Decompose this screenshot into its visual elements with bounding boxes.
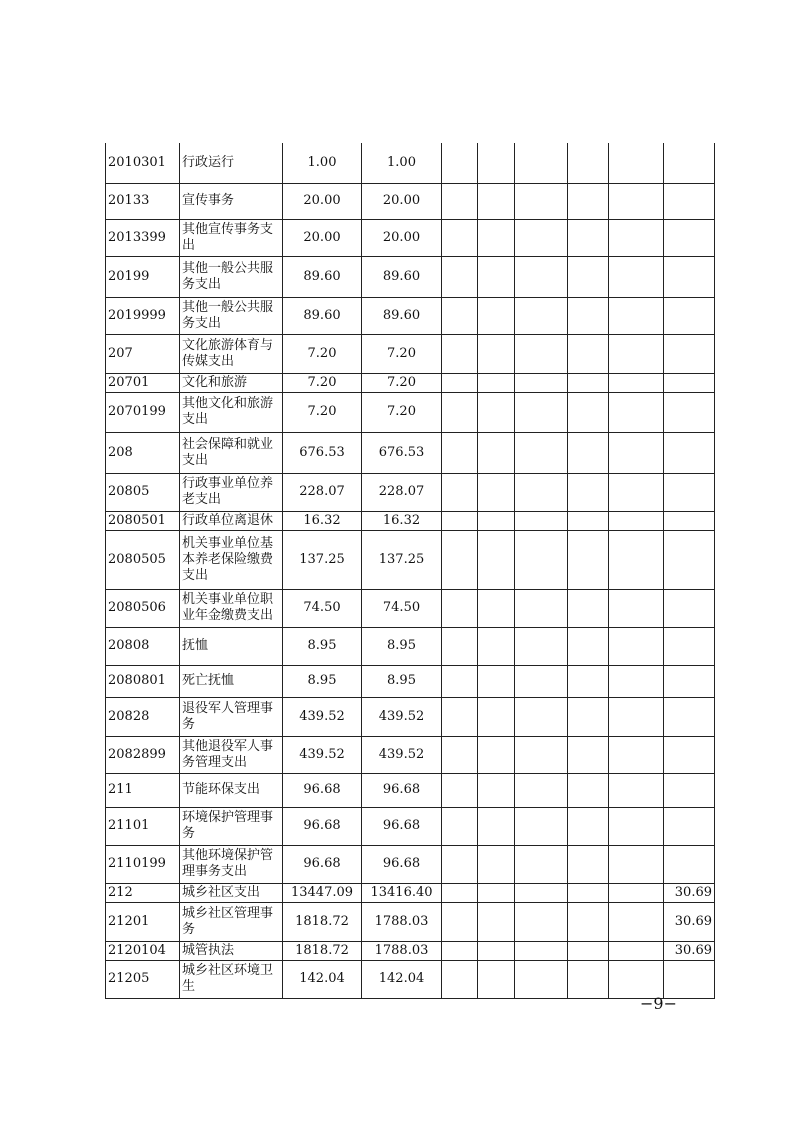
row-empty-cell: [609, 392, 664, 432]
row-total: 676.53: [283, 432, 362, 473]
row-empty-cell: [478, 143, 515, 183]
row-empty-cell: [515, 773, 568, 807]
row-empty-cell: [442, 432, 478, 473]
row-basic: 228.07: [362, 473, 442, 511]
table-row: [106, 392, 715, 432]
table-row: [106, 960, 715, 998]
row-total: 96.68: [283, 807, 362, 845]
row-empty-cell: [515, 941, 568, 960]
row-basic: 142.04: [362, 960, 442, 998]
row-empty-cell: [515, 373, 568, 392]
row-empty-cell: [478, 297, 515, 334]
table-row: [106, 373, 715, 392]
row-last-value: [664, 530, 715, 589]
row-empty-cell: [442, 845, 478, 883]
row-empty-cell: [515, 183, 568, 219]
row-empty-cell: [442, 183, 478, 219]
row-name: 宣传事务: [180, 183, 283, 219]
row-basic: 13416.40: [362, 883, 442, 902]
row-empty-cell: [609, 219, 664, 256]
row-empty-cell: [442, 589, 478, 627]
row-empty-cell: [478, 334, 515, 373]
row-empty-cell: [478, 627, 515, 665]
row-empty-cell: [515, 627, 568, 665]
row-name: 环境保护管理事务: [180, 807, 283, 845]
row-name: 行政单位离退休: [180, 511, 283, 530]
row-code: 211: [106, 773, 180, 807]
row-name: 其他一般公共服务支出: [180, 256, 283, 297]
row-name: 城乡社区管理事务: [180, 902, 283, 941]
table-row: [106, 941, 715, 960]
row-empty-cell: [568, 941, 609, 960]
row-empty-cell: [478, 941, 515, 960]
row-empty-cell: [478, 697, 515, 736]
row-name: 机关事业单位基本养老保险缴费支出: [180, 530, 283, 589]
row-empty-cell: [568, 883, 609, 902]
row-empty-cell: [442, 627, 478, 665]
row-last-value: [664, 845, 715, 883]
table-row: [106, 297, 715, 334]
row-empty-cell: [515, 530, 568, 589]
table-row: [106, 807, 715, 845]
table-body: [106, 143, 715, 998]
row-basic: 1.00: [362, 143, 442, 183]
row-last-value: [664, 511, 715, 530]
row-empty-cell: [609, 960, 664, 998]
row-basic: 7.20: [362, 334, 442, 373]
row-empty-cell: [515, 807, 568, 845]
row-basic: 7.20: [362, 392, 442, 432]
row-empty-cell: [515, 334, 568, 373]
table-row: [106, 183, 715, 219]
row-empty-cell: [442, 902, 478, 941]
row-total: 7.20: [283, 373, 362, 392]
row-name: 其他宣传事务支出: [180, 219, 283, 256]
row-empty-cell: [609, 589, 664, 627]
row-empty-cell: [478, 432, 515, 473]
row-empty-cell: [609, 256, 664, 297]
row-empty-cell: [515, 697, 568, 736]
page-number: −9−: [640, 994, 677, 1013]
row-code: 2080506: [106, 589, 180, 627]
row-last-value: [664, 807, 715, 845]
row-total: 96.68: [283, 773, 362, 807]
table-row: [106, 697, 715, 736]
row-last-value: [664, 589, 715, 627]
row-total: 228.07: [283, 473, 362, 511]
row-empty-cell: [478, 736, 515, 773]
row-empty-cell: [442, 530, 478, 589]
row-last-value: 30.69: [664, 941, 715, 960]
row-total: 20.00: [283, 183, 362, 219]
row-total: 89.60: [283, 297, 362, 334]
row-empty-cell: [609, 334, 664, 373]
row-empty-cell: [568, 183, 609, 219]
row-empty-cell: [609, 697, 664, 736]
row-empty-cell: [442, 883, 478, 902]
row-empty-cell: [568, 297, 609, 334]
row-name: 抚恤: [180, 627, 283, 665]
table-row: [106, 736, 715, 773]
row-empty-cell: [478, 807, 515, 845]
row-total: 74.50: [283, 589, 362, 627]
row-empty-cell: [515, 392, 568, 432]
row-empty-cell: [515, 589, 568, 627]
table-row: [106, 473, 715, 511]
row-code: 20808: [106, 627, 180, 665]
row-code: 2120104: [106, 941, 180, 960]
row-basic: 1788.03: [362, 941, 442, 960]
row-empty-cell: [568, 256, 609, 297]
row-total: 8.95: [283, 665, 362, 697]
row-empty-cell: [442, 373, 478, 392]
row-empty-cell: [478, 530, 515, 589]
row-basic: 89.60: [362, 297, 442, 334]
row-name: 行政事业单位养老支出: [180, 473, 283, 511]
row-empty-cell: [442, 807, 478, 845]
row-empty-cell: [515, 219, 568, 256]
row-code: 21205: [106, 960, 180, 998]
row-empty-cell: [609, 736, 664, 773]
row-name: 其他退役军人事务管理支出: [180, 736, 283, 773]
row-empty-cell: [568, 697, 609, 736]
row-last-value: [664, 473, 715, 511]
row-name: 城乡社区支出: [180, 883, 283, 902]
row-empty-cell: [568, 665, 609, 697]
row-code: 208: [106, 432, 180, 473]
row-empty-cell: [442, 941, 478, 960]
row-last-value: [664, 219, 715, 256]
row-empty-cell: [609, 432, 664, 473]
row-last-value: [664, 432, 715, 473]
row-empty-cell: [442, 256, 478, 297]
row-total: 137.25: [283, 530, 362, 589]
table-row: [106, 627, 715, 665]
row-total: 8.95: [283, 627, 362, 665]
row-empty-cell: [568, 473, 609, 511]
row-empty-cell: [609, 511, 664, 530]
row-empty-cell: [515, 256, 568, 297]
row-last-value: [664, 773, 715, 807]
row-empty-cell: [478, 373, 515, 392]
row-empty-cell: [568, 807, 609, 845]
row-empty-cell: [609, 473, 664, 511]
row-empty-cell: [515, 473, 568, 511]
table-row: [106, 219, 715, 256]
row-empty-cell: [442, 297, 478, 334]
row-name: 机关事业单位职业年金缴费支出: [180, 589, 283, 627]
row-empty-cell: [515, 297, 568, 334]
row-total: 7.20: [283, 334, 362, 373]
row-code: 2080801: [106, 665, 180, 697]
row-empty-cell: [478, 183, 515, 219]
row-basic: 16.32: [362, 511, 442, 530]
row-last-value: [664, 736, 715, 773]
row-basic: 89.60: [362, 256, 442, 297]
row-empty-cell: [442, 473, 478, 511]
row-basic: 439.52: [362, 697, 442, 736]
row-empty-cell: [478, 392, 515, 432]
row-name: 节能环保支出: [180, 773, 283, 807]
row-basic: 137.25: [362, 530, 442, 589]
row-empty-cell: [568, 432, 609, 473]
row-empty-cell: [478, 902, 515, 941]
row-empty-cell: [478, 219, 515, 256]
table-row: [106, 589, 715, 627]
row-name: 死亡抚恤: [180, 665, 283, 697]
row-total: 1818.72: [283, 902, 362, 941]
row-empty-cell: [478, 960, 515, 998]
row-name: 行政运行: [180, 143, 283, 183]
row-code: 2013399: [106, 219, 180, 256]
row-empty-cell: [609, 902, 664, 941]
row-empty-cell: [568, 219, 609, 256]
row-empty-cell: [609, 883, 664, 902]
row-empty-cell: [442, 219, 478, 256]
row-last-value: [664, 960, 715, 998]
row-empty-cell: [568, 530, 609, 589]
budget-table: [105, 143, 715, 999]
row-code: 207: [106, 334, 180, 373]
row-empty-cell: [568, 373, 609, 392]
row-code: 212: [106, 883, 180, 902]
row-last-value: [664, 143, 715, 183]
row-empty-cell: [442, 960, 478, 998]
row-code: 2019999: [106, 297, 180, 334]
row-empty-cell: [515, 511, 568, 530]
row-empty-cell: [609, 773, 664, 807]
row-name: 文化和旅游: [180, 373, 283, 392]
row-empty-cell: [442, 334, 478, 373]
row-code: 2082899: [106, 736, 180, 773]
row-empty-cell: [442, 511, 478, 530]
row-empty-cell: [478, 883, 515, 902]
row-code: 21201: [106, 902, 180, 941]
row-empty-cell: [442, 143, 478, 183]
row-last-value: 30.69: [664, 902, 715, 941]
row-last-value: [664, 627, 715, 665]
row-code: 2080505: [106, 530, 180, 589]
row-empty-cell: [442, 665, 478, 697]
table-row: [106, 143, 715, 183]
row-basic: 8.95: [362, 627, 442, 665]
row-total: 1.00: [283, 143, 362, 183]
row-basic: 20.00: [362, 219, 442, 256]
row-name: 城管执法: [180, 941, 283, 960]
row-name: 其他环境保护管理事务支出: [180, 845, 283, 883]
row-code: 2110199: [106, 845, 180, 883]
row-code: 21101: [106, 807, 180, 845]
table-row: [106, 845, 715, 883]
row-code: 20133: [106, 183, 180, 219]
row-basic: 439.52: [362, 736, 442, 773]
row-total: 1818.72: [283, 941, 362, 960]
row-empty-cell: [609, 143, 664, 183]
row-code: 2070199: [106, 392, 180, 432]
row-basic: 20.00: [362, 183, 442, 219]
row-basic: 7.20: [362, 373, 442, 392]
row-basic: 8.95: [362, 665, 442, 697]
row-empty-cell: [568, 589, 609, 627]
table-row: [106, 883, 715, 902]
row-total: 13447.09: [283, 883, 362, 902]
row-empty-cell: [609, 297, 664, 334]
row-empty-cell: [609, 530, 664, 589]
row-last-value: [664, 334, 715, 373]
row-name: 城乡社区环境卫生: [180, 960, 283, 998]
row-last-value: [664, 297, 715, 334]
row-last-value: [664, 183, 715, 219]
row-code: 20828: [106, 697, 180, 736]
table-row: [106, 902, 715, 941]
row-basic: 96.68: [362, 807, 442, 845]
row-empty-cell: [478, 773, 515, 807]
row-empty-cell: [515, 736, 568, 773]
row-code: 20199: [106, 256, 180, 297]
row-empty-cell: [442, 392, 478, 432]
row-empty-cell: [568, 334, 609, 373]
row-name: 文化旅游体育与传媒支出: [180, 334, 283, 373]
row-empty-cell: [478, 845, 515, 883]
row-empty-cell: [478, 665, 515, 697]
row-total: 16.32: [283, 511, 362, 530]
row-last-value: [664, 665, 715, 697]
row-basic: 96.68: [362, 773, 442, 807]
row-code: 20701: [106, 373, 180, 392]
row-empty-cell: [568, 627, 609, 665]
row-empty-cell: [568, 511, 609, 530]
table-row: [106, 256, 715, 297]
row-basic: 96.68: [362, 845, 442, 883]
row-empty-cell: [515, 665, 568, 697]
table-row: [106, 511, 715, 530]
row-name: 退役军人管理事务: [180, 697, 283, 736]
row-last-value: [664, 697, 715, 736]
row-empty-cell: [515, 143, 568, 183]
row-empty-cell: [568, 845, 609, 883]
row-empty-cell: [609, 627, 664, 665]
row-empty-cell: [568, 773, 609, 807]
row-code: 2080501: [106, 511, 180, 530]
row-total: 439.52: [283, 736, 362, 773]
row-code: 20805: [106, 473, 180, 511]
row-name: 其他文化和旅游支出: [180, 392, 283, 432]
table-row: [106, 432, 715, 473]
row-code: 2010301: [106, 143, 180, 183]
row-empty-cell: [478, 473, 515, 511]
row-total: 439.52: [283, 697, 362, 736]
row-empty-cell: [609, 941, 664, 960]
row-empty-cell: [568, 960, 609, 998]
row-empty-cell: [609, 665, 664, 697]
row-last-value: 30.69: [664, 883, 715, 902]
row-empty-cell: [568, 736, 609, 773]
row-empty-cell: [478, 589, 515, 627]
table-row: [106, 773, 715, 807]
row-empty-cell: [442, 773, 478, 807]
row-last-value: [664, 373, 715, 392]
row-name: 其他一般公共服务支出: [180, 297, 283, 334]
row-empty-cell: [515, 432, 568, 473]
row-basic: 676.53: [362, 432, 442, 473]
row-total: 20.00: [283, 219, 362, 256]
row-total: 96.68: [283, 845, 362, 883]
row-empty-cell: [568, 392, 609, 432]
row-last-value: [664, 256, 715, 297]
row-empty-cell: [568, 902, 609, 941]
table-row: [106, 334, 715, 373]
row-empty-cell: [478, 511, 515, 530]
row-empty-cell: [568, 143, 609, 183]
row-empty-cell: [478, 256, 515, 297]
row-name: 社会保障和就业支出: [180, 432, 283, 473]
row-empty-cell: [515, 845, 568, 883]
row-basic: 74.50: [362, 589, 442, 627]
table-row: [106, 665, 715, 697]
row-total: 7.20: [283, 392, 362, 432]
row-empty-cell: [515, 902, 568, 941]
row-total: 142.04: [283, 960, 362, 998]
row-empty-cell: [442, 736, 478, 773]
table-row: [106, 530, 715, 589]
row-empty-cell: [609, 807, 664, 845]
row-last-value: [664, 392, 715, 432]
row-empty-cell: [609, 183, 664, 219]
row-empty-cell: [515, 960, 568, 998]
row-empty-cell: [609, 845, 664, 883]
row-empty-cell: [609, 373, 664, 392]
row-basic: 1788.03: [362, 902, 442, 941]
row-empty-cell: [442, 697, 478, 736]
row-total: 89.60: [283, 256, 362, 297]
row-empty-cell: [515, 883, 568, 902]
